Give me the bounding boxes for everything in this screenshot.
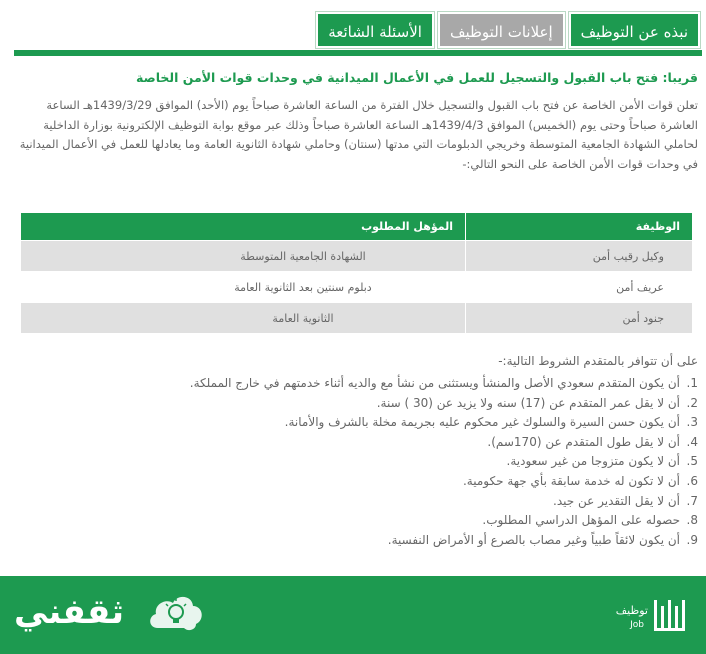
tab-job-announcements[interactable]: إعلانات التوظيف bbox=[438, 12, 565, 48]
item-text: أن يكون المتقدم سعودي الأصل والمنشأ ويستثنى من نشأ مع والديه أثناء خدمتهم في خارج المملكة. bbox=[189, 376, 680, 390]
tab-about-employment[interactable]: نبذه عن التوظيف bbox=[569, 12, 700, 48]
job-cell: جنود أمن bbox=[466, 303, 693, 334]
table-row bbox=[21, 303, 693, 334]
list-item bbox=[8, 531, 698, 551]
jobs-table-header-row bbox=[21, 213, 693, 241]
qualification-cell: الثانوية العامة bbox=[21, 303, 466, 334]
conditions-list bbox=[8, 374, 698, 550]
qualification-cell: الشهادة الجامعية المتوسطة bbox=[21, 241, 466, 272]
table-row bbox=[21, 241, 693, 272]
item-number: 8. bbox=[686, 513, 698, 528]
job-cell: عريف أمن bbox=[466, 272, 693, 303]
lightbulb-cloud-icon bbox=[146, 590, 206, 636]
jobs-table bbox=[20, 212, 693, 334]
item-number: 5. bbox=[686, 454, 698, 469]
list-item bbox=[8, 492, 698, 512]
table-row bbox=[21, 272, 693, 303]
bars-logo-icon bbox=[652, 596, 692, 634]
item-number: 9. bbox=[686, 532, 698, 547]
item-number: 2. bbox=[686, 395, 698, 410]
header-qualification: المؤهل المطلوب bbox=[21, 213, 466, 241]
item-number: 3. bbox=[686, 415, 698, 430]
header-job: الوظيفة bbox=[466, 213, 693, 241]
footer-banner bbox=[0, 576, 706, 654]
item-text: أن لا يكون متزوجا من غير سعودية. bbox=[506, 454, 680, 469]
announcement-body: تعلن قوات الأمن الخاصة عن فتح باب القبول والتسجيل خلال الفترة من الساعة العاشرة صباحاً يوم (الأحد) الموافق 1439/3/29هـ الساعة العاشرة صباحاً وحتى يوم (الخميس) الموافق 1439/4/3هـ الساعة العاشرة صباحاً وذلك عبر موقع بوابة التوظيف الإلكترونية بوزارة الداخلية لحاملي الشهادة الجامعية المتوسطة وخريجي الدبلومات التي مدتها (سنتان) وحاملي شهادة الثانوية العامة وما يعادلها للعمل في الأعمال الميدانية في وحدات قوات الأمن الخاصة على النحو التالي:- bbox=[19, 98, 698, 171]
tab-bar bbox=[0, 12, 706, 48]
qualification-cell: دبلوم سنتين بعد الثانوية العامة bbox=[21, 272, 466, 303]
item-number: 4. bbox=[686, 434, 698, 449]
thaqafni-logo[interactable] bbox=[14, 590, 214, 640]
job-portal-logo[interactable] bbox=[602, 594, 692, 640]
conditions-intro: على أن تتوافر بالمتقدم الشروط التالية:- bbox=[498, 354, 698, 368]
item-text: حصوله على المؤهل الدراسي المطلوب. bbox=[482, 513, 680, 528]
list-item bbox=[8, 472, 698, 492]
announcement-headline: قريبا: فتح باب القبول والتسجيل للعمل في الأعمال الميدانية في وحدات قوات الأمن الخاصة bbox=[136, 70, 698, 85]
item-number: 1. bbox=[686, 376, 698, 390]
list-item bbox=[8, 452, 698, 472]
job-cell: وكيل رقيب أمن bbox=[466, 241, 693, 272]
job-portal-sub: Job bbox=[630, 620, 644, 630]
item-text: أن يكون لائقاً طبياً وغير مصاب بالصرع أو الأمراض النفسية. bbox=[387, 532, 680, 547]
thaqafni-wordmark: ثقفني bbox=[14, 592, 124, 632]
list-item bbox=[8, 413, 698, 433]
list-item bbox=[8, 511, 698, 531]
item-number: 7. bbox=[686, 493, 698, 508]
list-item bbox=[8, 374, 698, 394]
item-number: 6. bbox=[686, 473, 698, 488]
tab-underline-strip bbox=[14, 50, 702, 56]
list-item bbox=[8, 433, 698, 453]
item-text: أن لا يقل عمر المتقدم عن (17) سنه ولا يزيد عن (30 ) سنة. bbox=[376, 395, 680, 410]
item-text: أن لا يقل التقدير عن جيد. bbox=[553, 493, 680, 508]
item-text: أن لا يقل طول المتقدم عن (170سم). bbox=[487, 434, 680, 449]
job-portal-brand: توظيف bbox=[615, 604, 648, 617]
tab-faq[interactable]: الأسئلة الشائعة bbox=[316, 12, 434, 48]
item-text: أن يكون حسن السيرة والسلوك غير محكوم عليه بجريمة مخلة بالشرف والأمانة. bbox=[284, 415, 680, 430]
list-item bbox=[8, 394, 698, 414]
item-text: أن لا تكون له خدمة سابقة بأي جهة حكومية. bbox=[462, 473, 680, 488]
